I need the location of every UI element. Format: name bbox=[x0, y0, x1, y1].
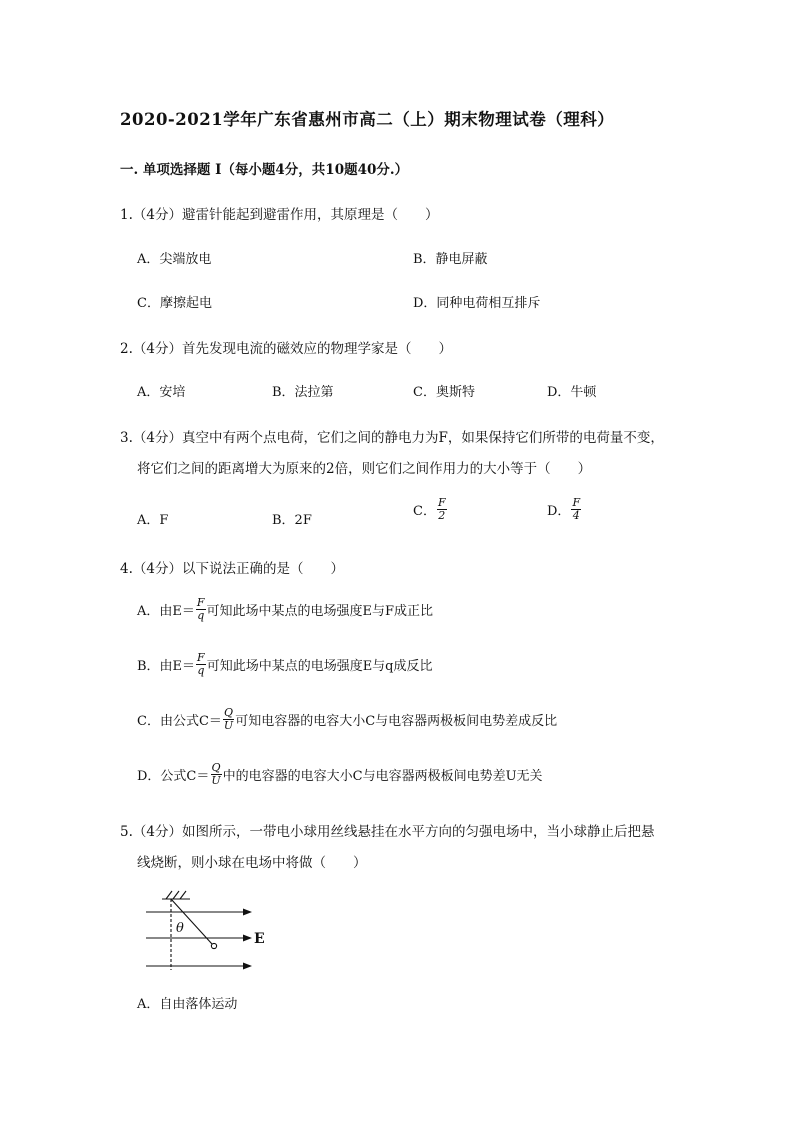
option-a-suffix: 可知此场中某点的电场强度E与F成正比 bbox=[206, 603, 434, 619]
question-5-option-a: A．自由落体运动 bbox=[137, 997, 238, 1012]
question-3-option-d bbox=[547, 497, 582, 521]
electric-field-figure bbox=[138, 886, 268, 972]
option-c-label: C． bbox=[413, 503, 436, 519]
question-1-stem: 1.（4分）避雷针能起到避雷作用，其原理是（ ） bbox=[120, 207, 439, 223]
option-b-suffix: 可知此场中某点的电场强度E与q成反比 bbox=[206, 658, 433, 674]
question-2-stem: 2.（4分）首先发现电流的磁效应的物理学家是（ ） bbox=[120, 341, 452, 357]
fraction bbox=[196, 597, 206, 621]
fraction bbox=[223, 707, 234, 731]
fraction-numerator: F bbox=[197, 651, 205, 664]
question-2-option-a: A．安培 bbox=[137, 385, 186, 400]
fraction-numerator: F bbox=[437, 496, 446, 509]
ceiling-hatch bbox=[180, 891, 186, 899]
option-d-prefix: D．公式C＝ bbox=[137, 768, 210, 784]
question-3-option-b: B．2F bbox=[272, 513, 312, 528]
question-1-option-d: D．同种电荷相互排斥 bbox=[413, 296, 541, 311]
question-4-stem: 4.（4分）以下说法正确的是（ ） bbox=[120, 561, 344, 577]
option-d-suffix: 中的电容器的电容大小C与电容器两极板间电势差U无关 bbox=[222, 768, 543, 784]
fraction-denominator: 2 bbox=[438, 508, 446, 522]
question-3-stem-line-2: 将它们之间的距离增大为原来的2倍，则它们之间作用力的大小等于（ ） bbox=[137, 461, 592, 477]
angle-label: θ bbox=[176, 921, 184, 936]
question-3-option-c bbox=[413, 497, 448, 521]
fraction-denominator: 4 bbox=[572, 508, 580, 522]
fraction-numerator: Q bbox=[211, 761, 221, 774]
question-2-option-c: C．奥斯特 bbox=[413, 385, 475, 400]
option-c-suffix: 可知电容器的电容大小C与电容器两极板间电势差成反比 bbox=[235, 713, 558, 729]
question-4-option-d bbox=[137, 762, 543, 786]
arrow-head-icon bbox=[243, 909, 252, 916]
question-3-option-a: A．F bbox=[137, 513, 169, 528]
arrow-head-icon bbox=[243, 963, 252, 970]
question-4-option-a bbox=[137, 597, 433, 621]
fraction bbox=[437, 497, 447, 521]
fraction-denominator: q bbox=[197, 663, 205, 677]
question-4-option-c bbox=[137, 707, 557, 731]
charged-ball bbox=[211, 943, 216, 948]
question-5-stem-line-2: 线烧断，则小球在电场中将做（ ） bbox=[137, 855, 367, 871]
fraction-numerator: F bbox=[196, 596, 205, 609]
arrow-head-icon bbox=[243, 935, 252, 942]
page-title: 2020-2021学年广东省惠州市高二（上）期末物理试卷（理科） bbox=[120, 110, 615, 129]
option-d-label: D． bbox=[547, 503, 571, 519]
fraction bbox=[196, 652, 206, 676]
section-heading: 一. 单项选择题 I（每小题4分，共10题40分.） bbox=[120, 162, 409, 178]
option-b-prefix: B．由E＝ bbox=[137, 658, 196, 674]
field-label: E bbox=[254, 931, 265, 947]
fraction-numerator: F bbox=[572, 496, 581, 509]
fraction-denominator: U bbox=[211, 773, 221, 787]
question-2-option-d: D．牛顿 bbox=[547, 385, 597, 400]
fraction-denominator: q bbox=[197, 608, 205, 622]
question-1-option-a: A．尖端放电 bbox=[137, 252, 212, 267]
question-1-option-b: B．静电屏蔽 bbox=[413, 252, 488, 267]
fraction-numerator: Q bbox=[224, 706, 234, 719]
question-5-stem-line-1: 5.（4分）如图所示，一带电小球用丝线悬挂在水平方向的匀强电场中，当小球静止后把悬 bbox=[120, 824, 655, 840]
question-4-option-b bbox=[137, 652, 433, 676]
fraction-denominator: U bbox=[223, 718, 234, 732]
ceiling-hatch bbox=[166, 891, 172, 899]
fraction bbox=[571, 497, 581, 521]
option-a-prefix: A．由E＝ bbox=[137, 603, 195, 619]
question-2-option-b: B．法拉第 bbox=[272, 385, 334, 400]
question-3-stem-line-1: 3.（4分）真空中有两个点电荷，它们之间的静电力为F，如果保持它们所带的电荷量不变， bbox=[120, 430, 664, 446]
ceiling-hatch bbox=[173, 891, 179, 899]
fraction bbox=[210, 762, 221, 786]
option-c-prefix: C．由公式C＝ bbox=[137, 713, 222, 729]
question-1-option-c: C．摩擦起电 bbox=[137, 296, 212, 311]
